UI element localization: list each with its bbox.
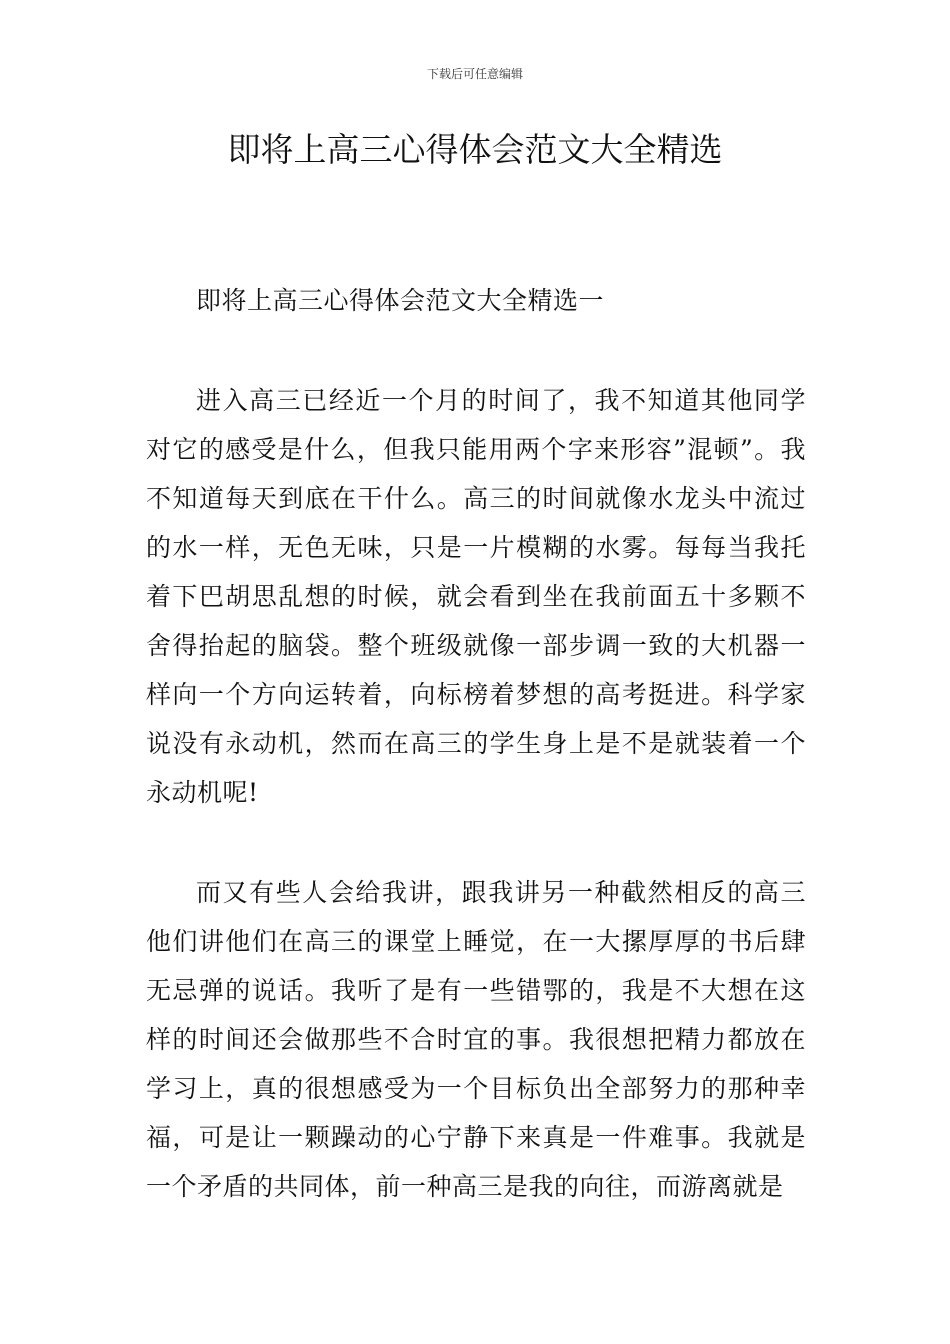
paragraph-1: 进入高三已经近一个月的时间了，我不知道其他同学对它的感受是什么，但我只能用两个字来形容”混顿”。我不知道每天到底在干什么。高三的时间就像水龙头中流过的水一样，无色无味，只是一片模糊的水雾。每每当我托着下巴胡思乱想的时候，就会看到坐在我前面五十多颗不舍得抬起的脑袋。整个班级就像一部步调一致的大机器一样向一个方向运转着，向标榜着梦想的高考挺进。科学家说没有永动机，然而在高三的学生身上是不是就装着一个永动机呢! (146, 386, 806, 807)
header-note: 下载后可任意编辑 (426, 67, 523, 81)
paragraph-2: 而又有些人会给我讲，跟我讲另一种截然相反的高三他们讲他们在高三的课堂上睡觉，在一大摞厚厚的书后肆无忌弹的说话。我听了是有一些错鄂的，我是不大想在这样的时间还会做那些不合时宜的事。我很想把精力都放在学习上，真的很想感受为一个目标负出全部努力的那种幸福，可是让一颗躁动的心宁静下来真是一件难事。我就是一个矛盾的共同体，前一种高三是我的向往，而游离就是 (146, 878, 806, 1201)
section-subtitle: 即将上高三心得体会范文大全精选一 (196, 286, 605, 315)
document-title: 即将上高三心得体会范文大全精选 (227, 130, 723, 169)
